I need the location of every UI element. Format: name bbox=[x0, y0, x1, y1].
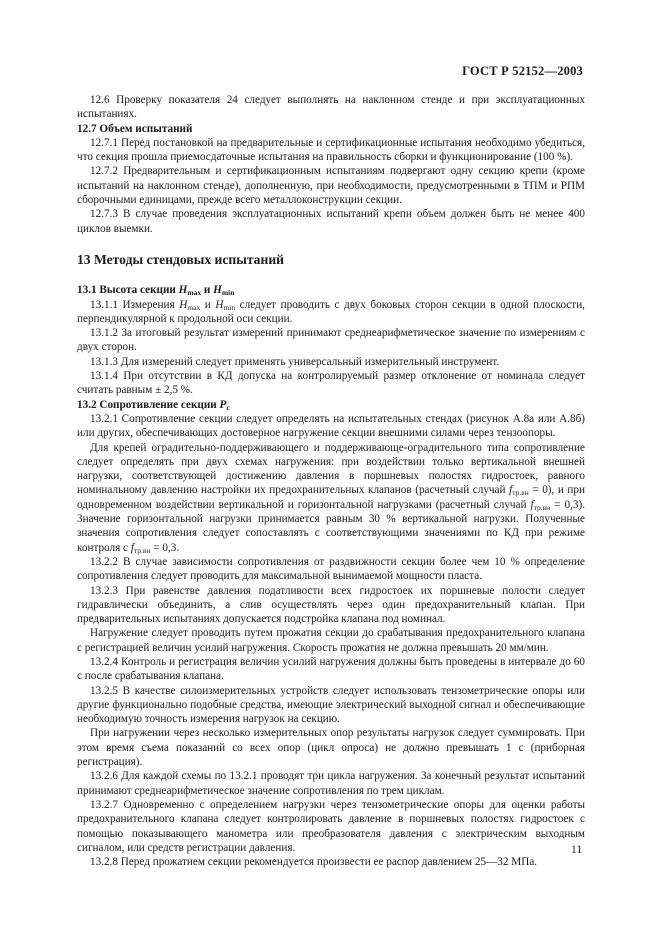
heading-12-7: 12.7 Объем испытаний bbox=[77, 122, 193, 135]
paragraph-13-1-4: 13.1.4 При отсутствии в КД допуска на контролируемый размер отклонение от номинала следует считать равным ± 2,5 %. bbox=[77, 370, 585, 397]
paragraph-13-1-2: 13.1.2 За итоговый результат измерений принимают среднеарифметическое значение по измерениям с двух сторон. bbox=[77, 327, 585, 354]
paragraph-12-7-2: 12.7.2 Предварительным и сертификационным испытаниям подвергают одну секцию крепи (кроме испытаний на наклонном стенде), дополненную, при необходимости, предусмотренными в ТПМ и РПМ сборочными единицами, прежде всего металлоконструкции секции. bbox=[77, 165, 585, 207]
paragraph-13-2-2: 13.2.2 В случае зависимости сопротивления от раздвижности секции более чем 10 % определение сопротивления следует проводить для максимальной вынимаемой мощности пласта. bbox=[77, 555, 585, 583]
paragraph-12-7-1: 12.7.1 Перед постановкой на предварительные и сертификационные испытания необходимо убедиться, что секция прошла приемосдаточные испытания на правильность сборки и функционирование (100 %). bbox=[77, 136, 585, 164]
paragraph-13-1-1: 13.1.1 Измерения $H_{max}$ и $H_{min}$ следует проводить с двух боковых сторон секции в одной плоскости, перпендикулярной к продольной оси секции. bbox=[77, 298, 585, 325]
document-code: ГОСТ Р 52152—2003 bbox=[462, 64, 583, 78]
paragraph-13-1-3: 13.1.3 Для измерений следует применять универсальный измерительный инструмент. bbox=[90, 355, 500, 368]
heading-13-2: 13.2 Сопротивление секции $P_c$ bbox=[77, 398, 230, 412]
paragraph-13-2-3-loading: Нагружение следует проводить путем прожатия секции до срабатывания предохранительного клапана с регистрацией величин усилий нагружения. Скорость прожатия не должна превышать 20 мм/мин. bbox=[77, 627, 585, 654]
paragraph-13-2-8: 13.2.8 Перед прожатием секции рекомендуется произвести ее распор давлением 25—32 МПа. bbox=[90, 856, 538, 869]
section-13-title: 13 Методы стендовых испытаний bbox=[77, 251, 284, 267]
paragraph-13-2-6: 13.2.6 Для каждой схемы по 13.2.1 проводят три цикла нагружения. За конечный результат испытаний принимают среднеарифметическое значение сопротивления по трем циклам. bbox=[77, 770, 585, 797]
heading-13-1: 13.1 Высота секции $H_{max}$ и $H_{min}$ bbox=[77, 284, 235, 298]
paragraph-12-7-3: 12.7.3 В случае проведения эксплуатационных испытаний крепи объем должен быть не менее 400 циклов выемки. bbox=[77, 208, 585, 235]
paragraph-13-2-5-sum: При нагружении через несколько измерительных опор результаты нагрузок следует суммировать. При этом время съема показаний со всех опор (цикл опроса) не должно превышать 1 с (приборная регистрация). bbox=[77, 727, 585, 769]
paragraph-13-2-1-loads: Для крепей оградительно-поддерживающего и поддерживающе-оградительного типа сопротивление следует определять при двух схемах нагружения: при воздействии только вертикальной внешней нагрузки, соответствующей достижению давления в поршневых полостях гидростоек, равного номинальному давлению настройки их предохранительных клапанов (расчетный случай $f_{тр.вн} = 0$), и при одновременном воздействии вертикальной и горизонтальной нагрузками (расчетный случай $f_{тр.вн} = 0,3$). Значение горизонтальной нагрузки принимается равным 30 % вертикальной нагрузки. Полученные значения сопротивления следует сопоставлять с соответствующими значениями по КД при режиме контроля с $f_{тр.вн} = 0,3$. bbox=[77, 441, 585, 555]
paragraph-13-2-3: 13.2.3 При равенстве давления податливости всех гидростоек их поршневые полости следует гидравлически объединить, а слив осуществлять через один предохранительный клапан. При предварительных испытаниях допускается подстройка клапана под номинал. bbox=[77, 584, 585, 626]
paragraph-13-2-7: 13.2.7 Одновременно с определением нагрузки через тензометрические опоры для оценки работы предохранительного клапана следует контролировать давление в поршневых полостях гидростоек с помощью показывающего манометра или преобразователя давления с электрическим выходным сигналом, или средств регистрации давления. bbox=[77, 798, 585, 854]
page-number: 11 bbox=[571, 844, 583, 856]
page-content bbox=[77, 93, 585, 869]
paragraph-12-6: 12.6 Проверку показателя 24 следует выполнять на наклонном стенде и при эксплуатационных испытаниях. bbox=[77, 94, 585, 121]
paragraph-13-2-5: 13.2.5 В качестве силоизмерительных устройств следует использовать тензометрические опоры или другие функционально подобные средства, имеющие электрический выходной сигнал и обеспечивающие необходимую точность измерения нагрузок на секцию. bbox=[77, 684, 585, 726]
paragraph-13-2-4: 13.2.4 Контроль и регистрация величин усилий нагружения должны быть проведены в интервале до 60 с после срабатывания клапана. bbox=[77, 655, 585, 683]
paragraph-13-2-1: 13.2.1 Сопротивление секции следует определять на испытательных стендах (рисунок А.8а или А.8б) или других, обеспечивающих достоверное нагружение секции внешними силами через тензоопоры. bbox=[77, 412, 585, 440]
